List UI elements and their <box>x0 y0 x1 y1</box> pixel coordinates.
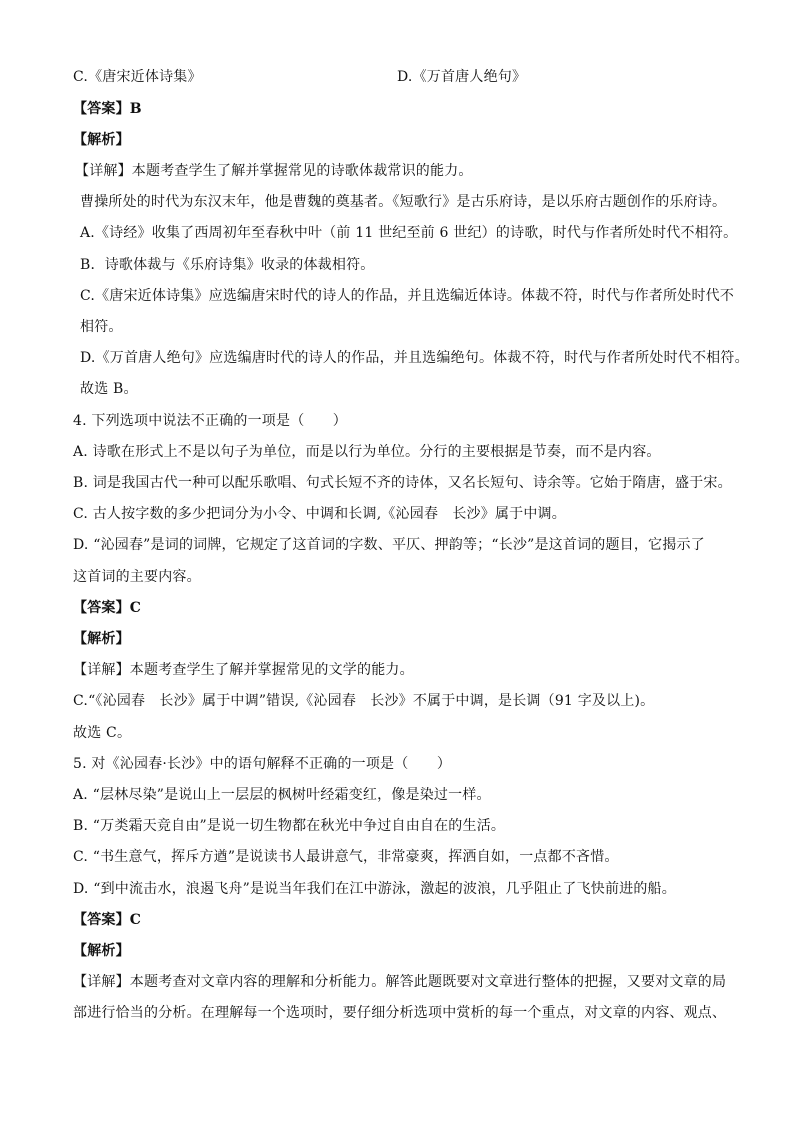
option-d-q5: D. “到中流击水，浪遏飞舟”是说当年我们在江中游泳，激起的波浪，几乎阻止了飞快前进的船。 <box>73 881 676 897</box>
conclusion-q3: 故选 B。 <box>80 381 138 397</box>
detail-intro-q5: 【详解】本题考查对文章内容的理解和分析能力。解答此题既要对文章进行整体的把握，又要对文章的局 <box>73 974 727 990</box>
detail-b-q3: B．诗歌体裁与《乐府诗集》收录的体裁相符。 <box>80 257 375 273</box>
detail-intro-q4: 【详解】本题考查学生了解并掌握常见的文学的能力。 <box>73 662 414 678</box>
question-5: 5. 对《沁园春·长沙》中的语句解释不正确的一项是（ ） <box>73 756 452 772</box>
analysis-label-q5: 【解析】 <box>73 943 130 959</box>
option-c-title-q3: C.《唐宋近体诗集》 <box>73 69 202 85</box>
option-a-q5: A. “层林尽染”是说山上一层层的枫树叶经霜变红，像是染过一样。 <box>73 787 491 803</box>
option-d-q4: D. “沁园春”是词的词牌，它规定了这首词的字数、平仄、押韵等；“长沙”是这首词的题目，它揭示了 <box>73 537 705 553</box>
answer-label-q3: 【答案】B <box>73 101 142 117</box>
conclusion-q4: 故选 C。 <box>73 725 132 741</box>
question-4: 4. 下列选项中说法不正确的一项是（ ） <box>73 413 348 429</box>
detail-para-q3: 曹操所处的时代为东汉末年，他是曹魏的奠基者。《短歌行》是古乐府诗，是以乐府古题创作的乐府诗。 <box>80 194 727 210</box>
detail-a-q3: A.《诗经》收集了西周初年至春秋中叶（前 11 世纪至前 6 世纪）的诗歌，时代与作者所处时代不相符。 <box>80 225 738 241</box>
option-c-q5: C. “书生意气，挥斥方遒”是说读书人最讲意气，非常豪爽，挥洒自如，一点都不吝惜。 <box>73 849 619 865</box>
detail-d-q3: D.《万首唐人绝句》应选编唐时代的诗人的作品，并且选编绝句。体裁不符，时代与作者所处时代不相符。 <box>80 350 749 366</box>
detail-c-q4: C.“《沁园春 长沙》属于中调”错误,《沁园春 长沙》不属于中调，是长调（91 字及以上)。 <box>73 693 655 709</box>
option-d-q4-cont: 这首词的主要内容。 <box>73 569 201 585</box>
detail-c-q3: C.《唐宋近体诗集》应选编唐宋时代的诗人的作品，并且选编近体诗。体裁不符，时代与作者所处时代不 <box>80 288 735 304</box>
analysis-label-q3: 【解析】 <box>73 132 130 148</box>
option-b-q5: B. “万类霜天竞自由”是说一切生物都在秋光中争过自由自在的生活。 <box>73 818 506 834</box>
option-d-title-q3: D.《万首唐人绝句》 <box>397 69 527 85</box>
detail-c-q3-cont: 相符。 <box>80 319 123 335</box>
option-c-q4: C. 古人按字数的多少把词分为小令、中调和长调,《沁园春 长沙》属于中调。 <box>73 506 566 522</box>
detail-intro-q3: 【详解】本题考查学生了解并掌握常见的诗歌体裁常识的能力。 <box>75 163 473 179</box>
analysis-label-q4: 【解析】 <box>73 631 130 647</box>
answer-label-q5: 【答案】C <box>73 912 142 928</box>
option-a-q4: A. 诗歌在形式上不是以句子为单位，而是以行为单位。分行的主要根据是节奏，而不是内容。 <box>73 444 661 460</box>
detail-para-q5: 部进行恰当的分析。在理解每一个选项时，要仔细分析选项中赏析的每一个重点，对文章的内容、观点、 <box>73 1005 727 1021</box>
answer-label-q4: 【答案】C <box>73 600 142 616</box>
option-b-q4: B. 词是我国古代一种可以配乐歌唱、句式长短不齐的诗体，又名长短句、诗余等。它始于隋唐，盛于宋。 <box>73 475 732 491</box>
